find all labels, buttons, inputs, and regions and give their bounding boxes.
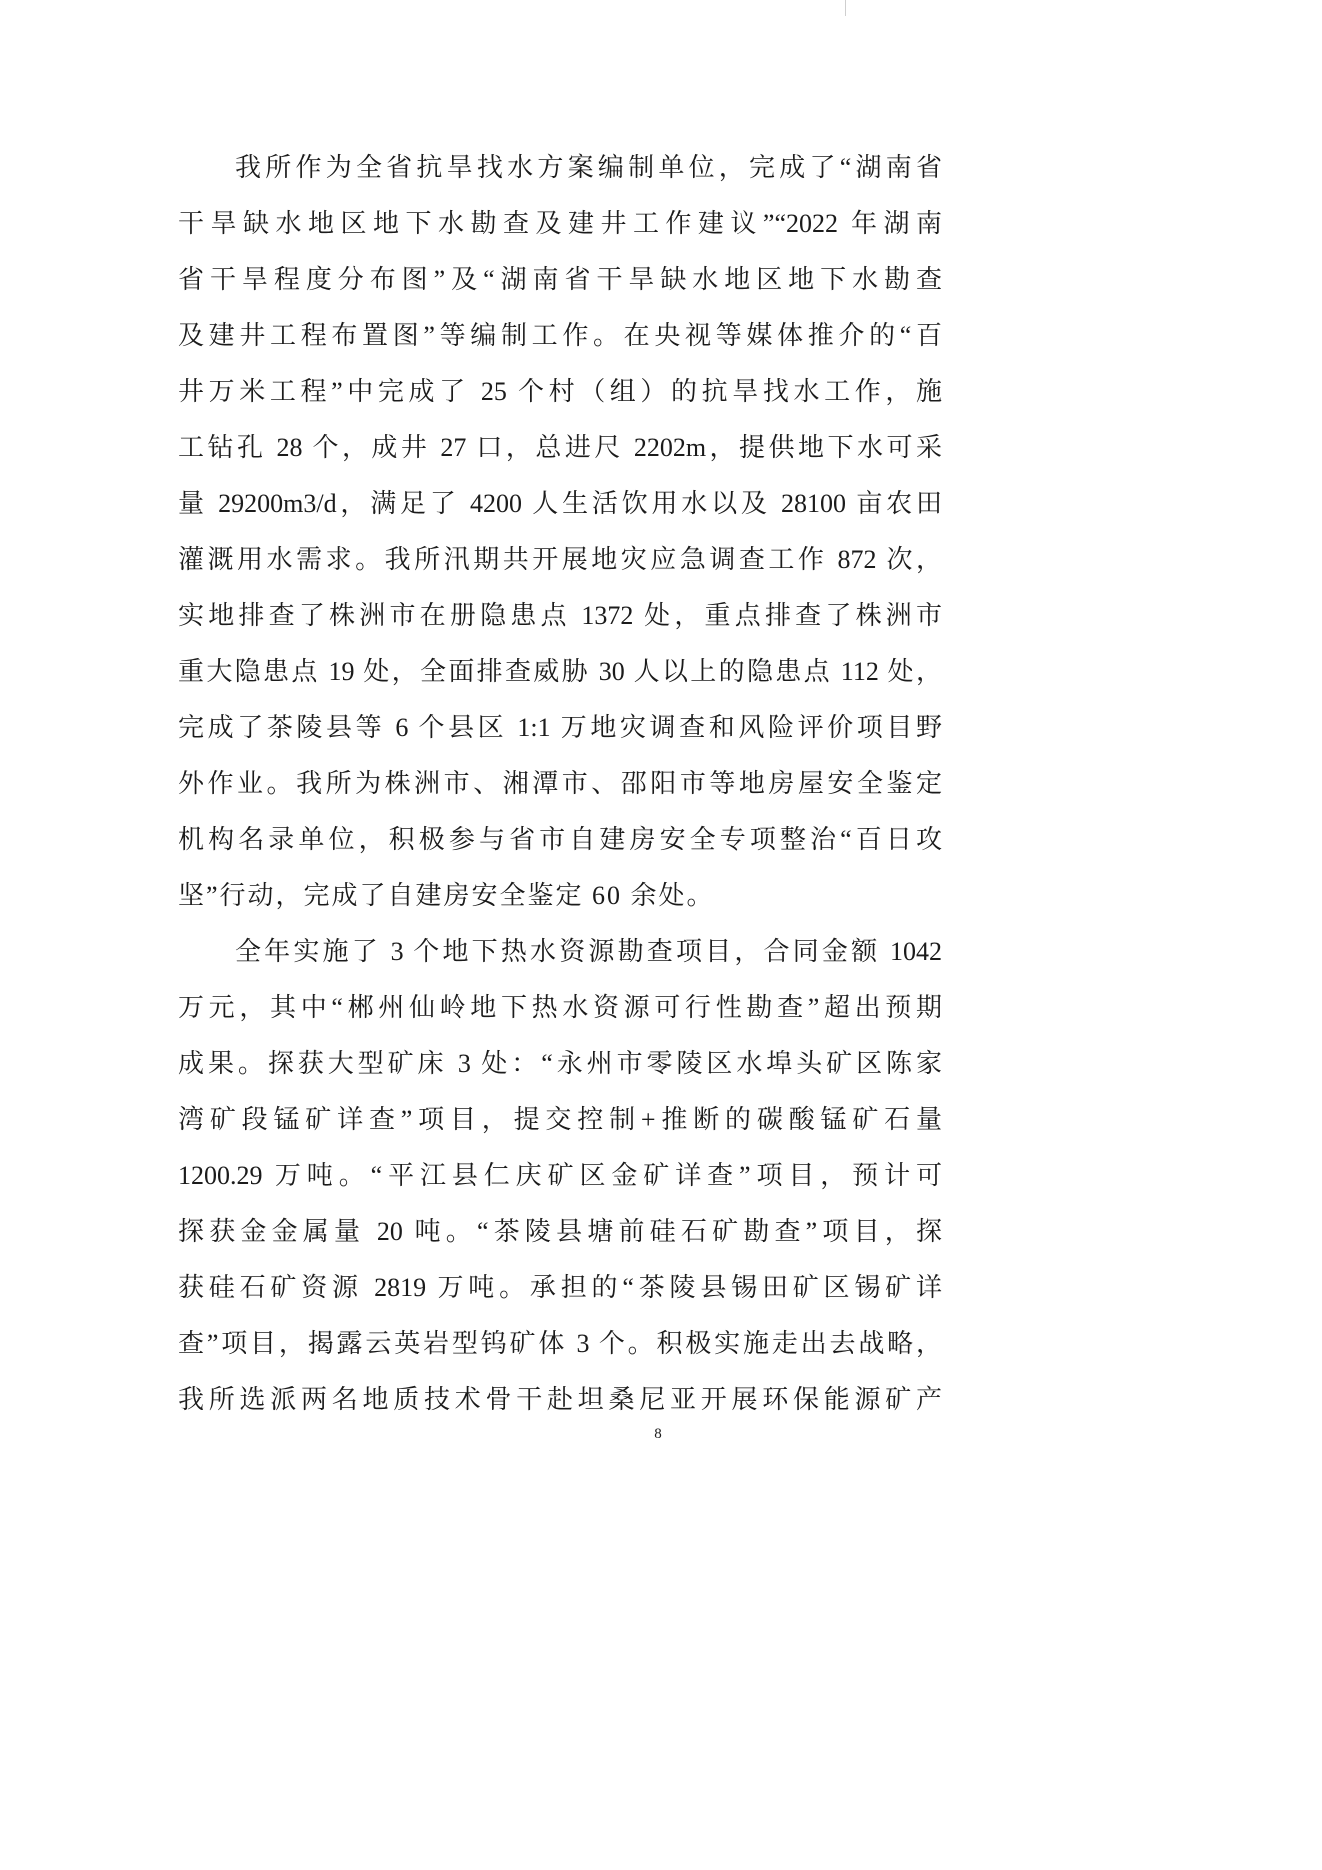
text-line: 全年实施了 3 个地下热水资源勘查项目，合同金额 1042: [235, 937, 942, 966]
text-line: 量 29200m3/d，满足了 4200 人生活饮用水以及 28100 亩农田: [178, 489, 942, 518]
text-line: 重大隐患点 19 处，全面排查威胁 30 人以上的隐患点 112 处，: [178, 657, 942, 686]
text-line: 获硅石矿资源 2819 万吨。承担的“茶陵县锡田矿区锡矿详: [178, 1273, 942, 1302]
text-line: 省干旱程度分布图”及“湖南省干旱缺水地区地下水勘查: [178, 265, 942, 294]
text-line: 湾矿段锰矿详查”项目，提交控制+推断的碳酸锰矿石量: [178, 1105, 942, 1134]
text-line: 坚”行动，完成了自建房安全鉴定 60 余处。: [178, 881, 715, 910]
text-line: 成果。探获大型矿床 3 处：“永州市零陵区水埠头矿区陈家: [178, 1049, 942, 1078]
text-line: 我所选派两名地质技术骨干赴坦桑尼亚开展环保能源矿产: [178, 1385, 942, 1414]
text-line: 万元，其中“郴州仙岭地下热水资源可行性勘查”超出预期: [178, 993, 942, 1022]
text-line: 探获金金属量 20 吨。“茶陵县塘前硅石矿勘查”项目，探: [178, 1217, 942, 1246]
scan-artifact-line: [845, 0, 846, 16]
text-line: 外作业。我所为株洲市、湘潭市、邵阳市等地房屋安全鉴定: [178, 769, 942, 798]
text-line: 完成了茶陵县等 6 个县区 1:1 万地灾调查和风险评价项目野: [178, 713, 942, 742]
text-line: 1200.29 万吨。“平江县仁庆矿区金矿详查”项目，预计可: [178, 1161, 942, 1190]
text-line: 实地排查了株洲市在册隐患点 1372 处，重点排查了株洲市: [178, 601, 942, 630]
page-body: [178, 140, 942, 1428]
text-line: 干旱缺水地区地下水勘查及建井工作建议”“2022 年湖南: [178, 209, 942, 238]
paragraph-2: [178, 924, 942, 1428]
text-line: 查”项目，揭露云英岩型钨矿体 3 个。积极实施走出去战略，: [178, 1329, 942, 1358]
text-line: 井万米工程”中完成了 25 个村（组）的抗旱找水工作，施: [178, 377, 942, 406]
paragraph-1: [178, 140, 942, 924]
text-line: 我所作为全省抗旱找水方案编制单位，完成了“湖南省: [235, 153, 942, 182]
text-line: 灌溉用水需求。我所汛期共开展地灾应急调查工作 872 次，: [178, 545, 942, 574]
text-line: 及建井工程布置图”等编制工作。在央视等媒体推介的“百: [178, 321, 942, 350]
page-number: 8: [654, 1426, 662, 1442]
text-line: 工钻孔 28 个，成井 27 口，总进尺 2202m，提供地下水可采: [178, 433, 942, 462]
text-line: 机构名录单位，积极参与省市自建房安全专项整治“百日攻: [178, 825, 942, 854]
